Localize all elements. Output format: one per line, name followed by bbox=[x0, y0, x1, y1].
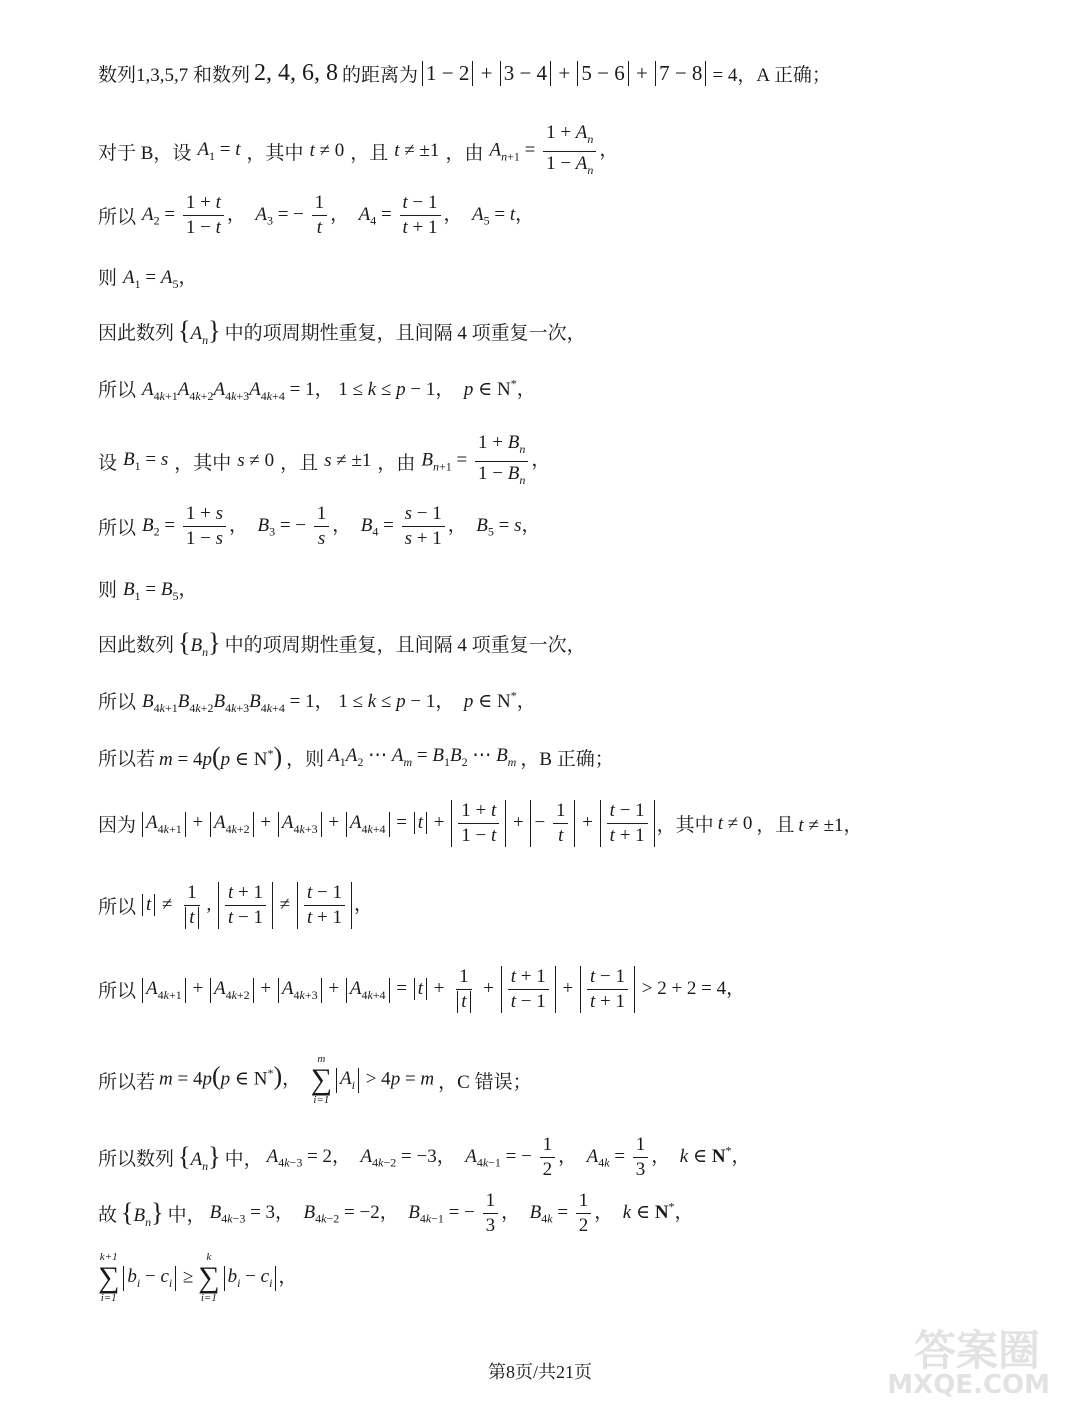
math-expression: $\{A_n\}$ bbox=[178, 1141, 221, 1173]
text-fragment: ，其中 bbox=[246, 142, 304, 164]
text-line-19 bbox=[98, 1252, 1040, 1304]
math-expression: $A_2$ = $\frac{1 + t}{1 - t}$ ， $A_3$ = − $\frac{1}{t}$ ， $A_4$ = $\frac{t - 1}{t + 1}$ ， $A_5 = t$， bbox=[142, 192, 535, 238]
math-expression: $A_1 = t$ bbox=[197, 138, 241, 163]
text-fragment: 则 bbox=[98, 580, 118, 602]
math-expression: $B_1 = B_5$， bbox=[123, 579, 198, 603]
text-fragment: ，由 bbox=[377, 452, 416, 474]
text-fragment: ，且 bbox=[280, 452, 319, 474]
math-expression: $\{B_n\}$ bbox=[121, 1197, 164, 1229]
text-line-2 bbox=[98, 122, 1040, 181]
text-fragment: ，则 bbox=[286, 748, 325, 770]
text-line-3 bbox=[98, 192, 1040, 239]
text-fragment: 所以若 bbox=[98, 748, 156, 770]
text-fragment: 中的项周期性重复，且间隔 4 项重复一次， bbox=[224, 323, 586, 345]
text-fragment: 所以数列 bbox=[98, 1149, 175, 1170]
text-fragment: ，其中 bbox=[174, 452, 232, 474]
text-fragment: 设 bbox=[98, 452, 118, 474]
text-fragment: 数列1,3,5,7 和数列 bbox=[98, 65, 251, 86]
math-expression: $A_{4k-3} = 2$， $A_{4k-2} = -3$， $A_{4k-1}$ = − $\frac{1}{2}$ ， $A_{4k}$ = $\frac{1}{3}$ ， k ∈ N*， bbox=[266, 1134, 751, 1180]
math-expression: $A_{4k+1}A_{4k+2}A_{4k+3}A_{4k+4} = 1$， 1 ≤ k ≤ p − 1， p ∈ N*， bbox=[142, 376, 536, 403]
sequence-2468: 2, 4, 6, 8 bbox=[254, 60, 339, 86]
text-fragment: 所以 bbox=[98, 518, 137, 539]
text-fragment: = 4，A 正确； bbox=[712, 65, 831, 86]
text-fragment: ，C 错误； bbox=[438, 1071, 532, 1093]
text-line-17 bbox=[98, 1134, 1040, 1181]
text-fragment: 所以 bbox=[98, 981, 137, 1002]
math-expression: t ≠ 0 bbox=[717, 812, 753, 834]
text-line-9 bbox=[98, 574, 1040, 604]
text-line-12 bbox=[98, 742, 1040, 772]
math-expression: $B_1 = s$ bbox=[123, 448, 169, 473]
text-line-8 bbox=[98, 503, 1040, 550]
text-fragment: ，且 bbox=[756, 815, 795, 836]
text-line-13 bbox=[98, 800, 1040, 847]
math-expression: s ≠ 0 bbox=[237, 450, 275, 472]
text-line-11 bbox=[98, 686, 1040, 716]
text-line-7 bbox=[98, 432, 1040, 491]
text-fragment: 因为 bbox=[98, 815, 137, 836]
text-line-16 bbox=[98, 1054, 1040, 1106]
text-line-6 bbox=[98, 374, 1040, 404]
math-expression: $B_{4k-3} = 3$， $B_{4k-2} = -2$， $B_{4k-1}$ = − $\frac{1}{3}$ ， $B_{4k}$ = $\frac{1}{2}$ ， k ∈ N*， bbox=[209, 1190, 694, 1236]
math-expression: $A_{4k+1} + A_{4k+2} + A_{4k+3} + A_{4k+4} = t$ + $\frac{1 + t}{1 - t}$ + − $\frac{1}{t}$ + $\frac{t - 1}{t + 1}$ bbox=[140, 800, 657, 847]
text-fragment: ，B 正确； bbox=[520, 748, 614, 770]
text-fragment: 所以若 bbox=[98, 1071, 156, 1093]
text-line-4 bbox=[98, 262, 1040, 292]
math-expression: $\{A_n\}$ bbox=[178, 316, 221, 347]
math-expression: t ≠ ±1， bbox=[798, 815, 863, 836]
math-expression: $A_1 = A_5$， bbox=[123, 267, 198, 291]
text-fragment: 的距离为 bbox=[342, 65, 419, 86]
watermark-text: 答案圈 bbox=[913, 1326, 1040, 1375]
text-fragment: 所以 bbox=[98, 897, 137, 918]
text-line-15 bbox=[98, 966, 1040, 1013]
math-expression: s ≠ ±1 bbox=[324, 450, 372, 472]
math-expression: $A_1A_2$ ⋯ $A_m = B_1B_2$ ⋯ $B_m$ bbox=[328, 745, 517, 769]
text-fragment: ，其中 bbox=[656, 815, 714, 836]
text-fragment: 因此数列 bbox=[98, 635, 175, 657]
text-fragment: 中， bbox=[167, 1205, 206, 1226]
math-expression: $B_{4k+1}B_{4k+2}B_{4k+3}B_{4k+4} = 1$， 1 ≤ k ≤ p − 1， p ∈ N*， bbox=[142, 688, 536, 715]
math-expression: $\{B_n\}$ bbox=[178, 628, 221, 659]
math-expression: 1 − 2 + 3 − 4 + 5 − 6 + 7 − 8 bbox=[420, 61, 708, 86]
text-fragment: ，且 bbox=[350, 142, 389, 164]
text-line-5 bbox=[98, 316, 1040, 348]
math-expression: k+1 ∑ i=1 $b_i - c_i$ ≥ k ∑ i=1 $b_i - c_i$ ， bbox=[98, 1251, 298, 1304]
text-fragment: ，由 bbox=[445, 142, 484, 164]
text-line-18 bbox=[98, 1190, 1040, 1237]
math-expression: $A_{n+1}$ = $\frac{1 + A_n}{1 - A_n}$ ， bbox=[489, 122, 619, 177]
math-expression: t ≠ $\frac{1}{t}$ , $\frac{t + 1}{t - 1}$ ≠ $\frac{t - 1}{t + 1}$ ， bbox=[140, 882, 373, 929]
text-fragment: 中， bbox=[224, 1149, 263, 1170]
math-expression: $B_2$ = $\frac{1 + s}{1 - s}$ ， $B_3$ = − $\frac{1}{s}$ ， $B_4$ = $\frac{s - 1}{s + 1}$ ， $B_5 = s$， bbox=[142, 503, 541, 549]
math-expression: t ≠ ±1 bbox=[394, 140, 440, 162]
math-expression: m = 4p(p ∈ N*)， m ∑ i=1 $A_i > 4p = m$ bbox=[159, 1053, 435, 1106]
text-fragment: 所以 bbox=[98, 380, 137, 402]
math-expression: $A_{4k+1} + A_{4k+2} + A_{4k+3} + A_{4k+4} = t$ + $\frac{1}{t}$ + $\frac{t + 1}{t - 1}$ + $\frac{t - 1}{t + 1}$ > 2 + 2 = 4， bbox=[140, 966, 745, 1013]
text-fragment: 所以 bbox=[98, 692, 137, 714]
math-expression: m = 4p(p ∈ N*) bbox=[159, 742, 283, 771]
text-fragment: 对于 B，设 bbox=[98, 142, 192, 164]
text-line-14 bbox=[98, 882, 1040, 929]
text-line-10 bbox=[98, 628, 1040, 660]
text-line-1 bbox=[98, 60, 1040, 87]
watermark-url: MXQE.COM bbox=[887, 1370, 1050, 1400]
math-expression: t ≠ 0 bbox=[309, 140, 345, 162]
text-fragment: 中的项周期性重复，且间隔 4 项重复一次， bbox=[224, 635, 586, 657]
page-number: 第8页/共21页 bbox=[487, 1362, 592, 1382]
math-expression: $B_{n+1}$ = $\frac{1 + B_n}{1 - B_n}$ ， bbox=[421, 432, 551, 487]
text-fragment: 则 bbox=[98, 268, 118, 290]
text-fragment: 所以 bbox=[98, 207, 137, 228]
text-fragment: 因此数列 bbox=[98, 323, 175, 345]
text-fragment: 故 bbox=[98, 1205, 118, 1226]
